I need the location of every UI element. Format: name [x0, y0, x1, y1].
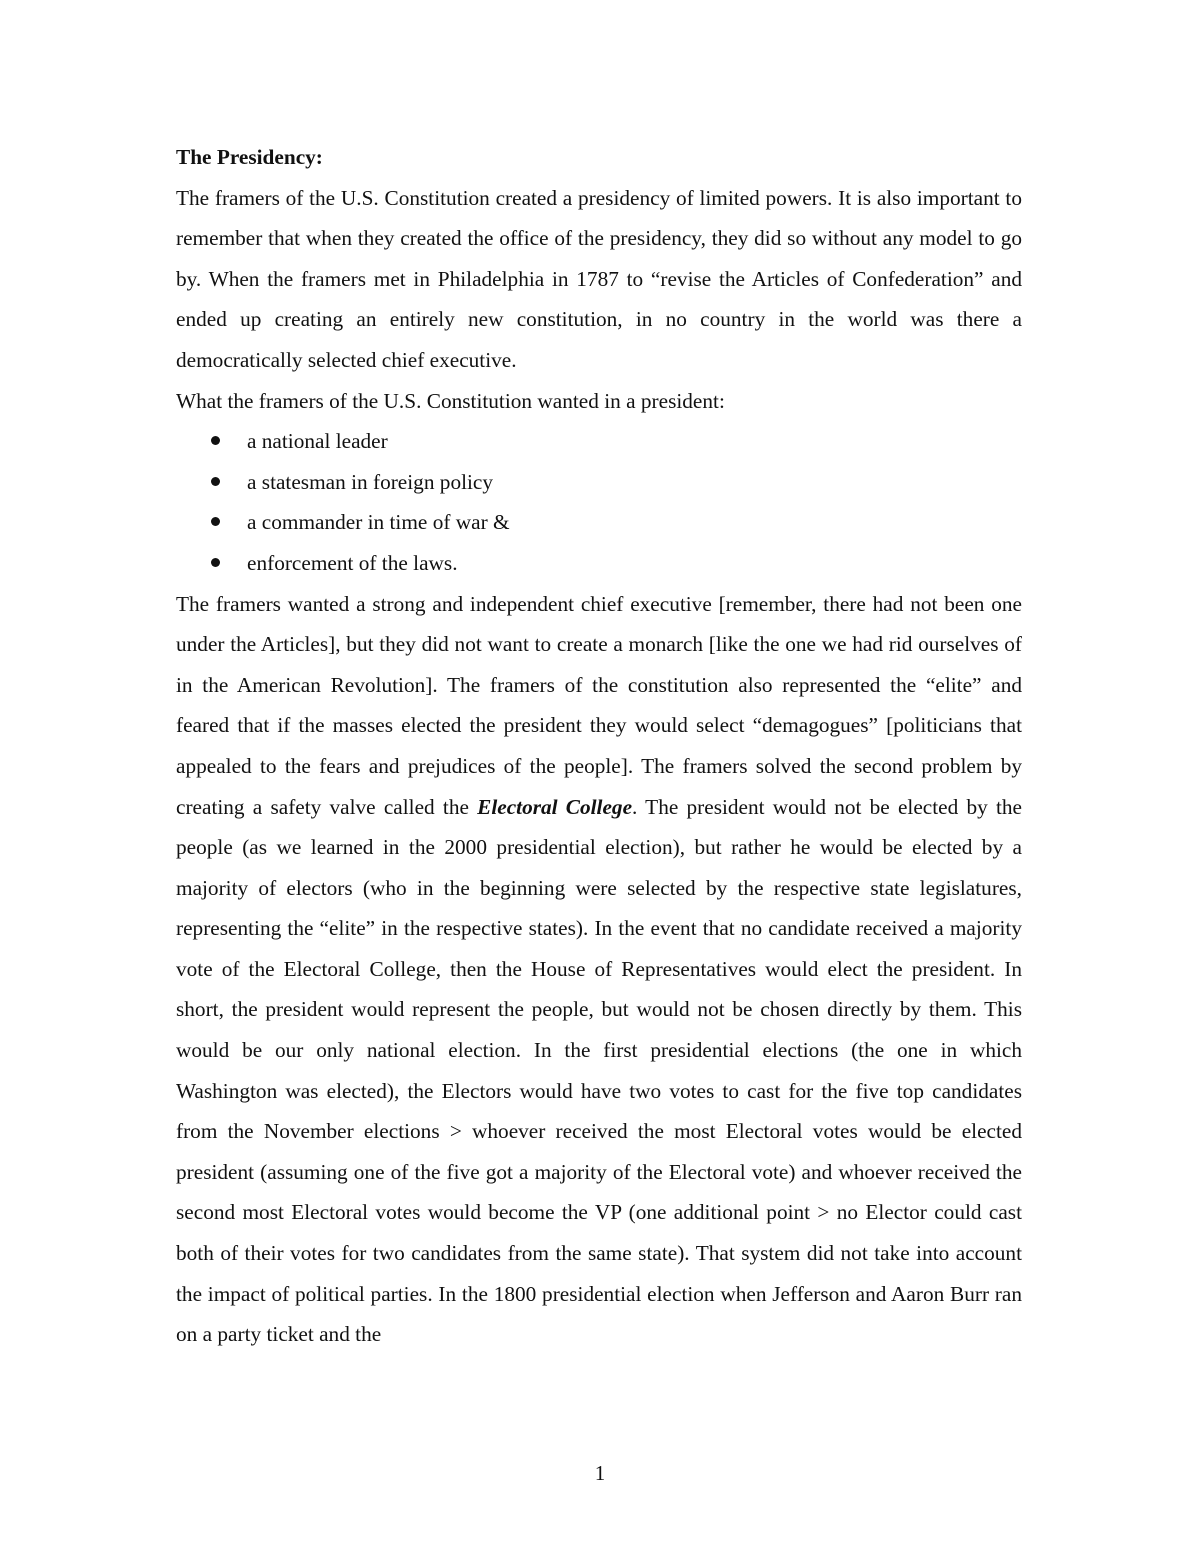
bullet-icon [211, 436, 220, 445]
list-item: a commander in time of war & [176, 502, 1022, 543]
document-body [176, 137, 1022, 1355]
bullet-icon [211, 477, 220, 486]
paragraph-framers [176, 584, 1022, 1355]
paragraph-framers-text-2: . The president would not be elected by the people (as we learned in the 2000 presidential election), but rather he would be elected by a majority of electors (who in the beginning were selected by the respective state legislatures, representing the “elite” in the respective states). In the event that no candidate received a majority vote of the Electoral College, then the House of Representatives would elect the president. In short, the president would represent the people, but would not be chosen directly by them. This would be our only national election. In the first presidential elections (the one in which Washington was elected), the Electors would have two votes to cast for the five top candidates from the November elections > whoever received the most Electoral votes would be elected president (assuming one of the five got a majority of the Electoral vote) and whoever received the second most Electoral votes would become the VP (one additional point > no Elector could cast both of their votes for two candidates from the same state). That system did not take into account the impact of political parties. In the 1800 presidential election when Jefferson and Aaron Burr ran on a party ticket and the [176, 794, 1022, 1347]
electoral-college-term: Electoral College [477, 794, 633, 819]
list-intro: What the framers of the U.S. Constitution wanted in a president: [176, 388, 725, 413]
president-qualities-list [176, 421, 1022, 583]
bullet-icon [211, 558, 220, 567]
paragraph-framers-text-1: The framers wanted a strong and independent chief executive [remember, there had not been one under the Articles], but they did not want to create a monarch [like the one we had rid ourselves of in the American Revolution]. The framers of the constitution also represented the “elite” and feared that if the masses elected the president they would select “demagogues” [politicians that appealed to the fears and prejudices of the people]. The framers solved the second problem by creating a safety valve called the [176, 591, 1022, 819]
list-item: enforcement of the laws. [176, 543, 1022, 584]
document-title: The Presidency: [176, 145, 323, 169]
list-item: a national leader [176, 421, 1022, 462]
paragraph-intro: The framers of the U.S. Constitution created a presidency of limited powers. It is also important to remember that when they created the office of the presidency, they did so without any model to go by. When the framers met in Philadelphia in 1787 to “revise the Articles of Confederation” and ended up creating an entirely new constitution, in no country in the world was there a democratically selected chief executive. [176, 185, 1022, 372]
bullet-icon [211, 517, 220, 526]
page-number: 1 [594, 1461, 606, 1485]
list-item: a statesman in foreign policy [176, 462, 1022, 503]
